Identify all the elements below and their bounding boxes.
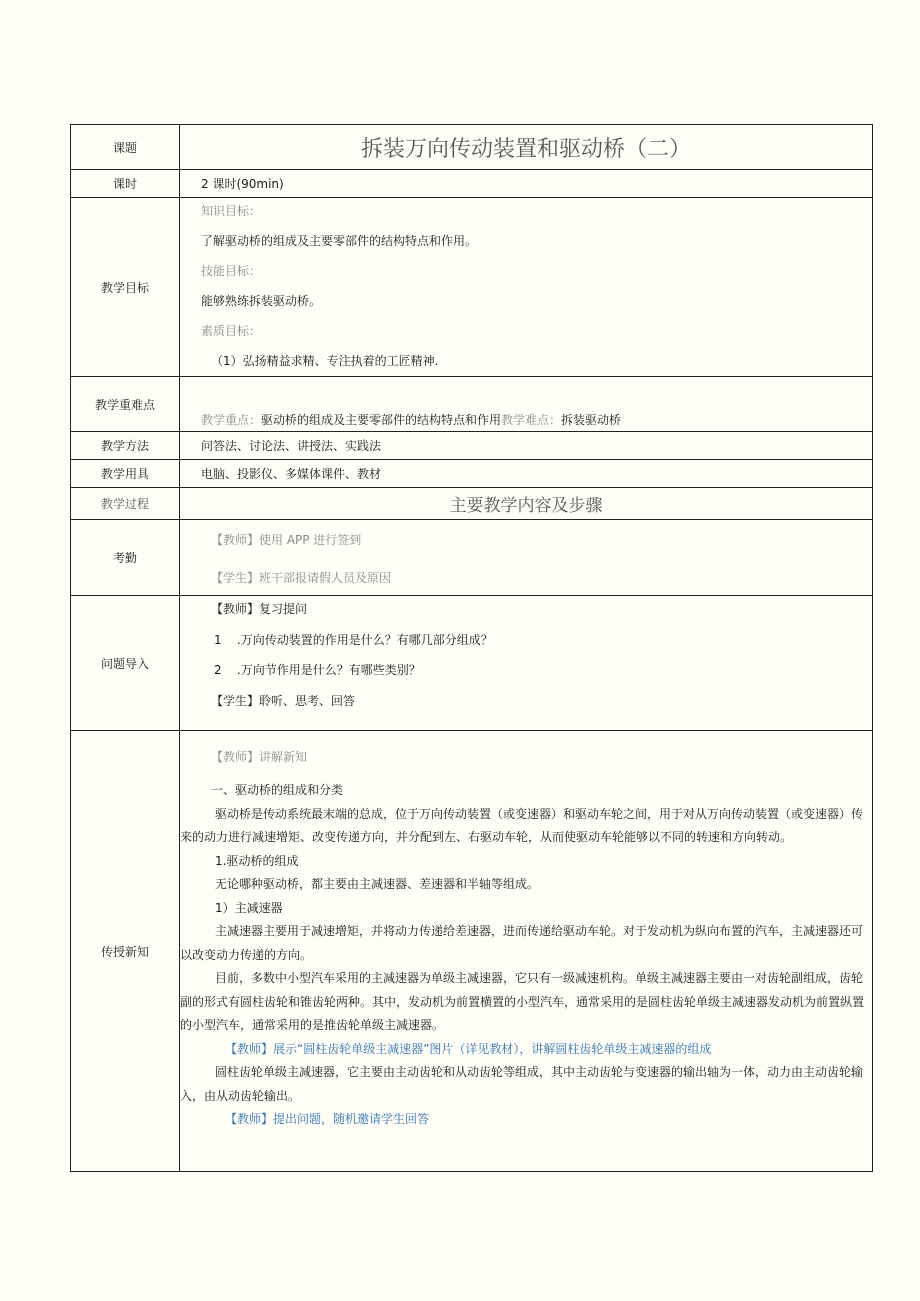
process-label: 教学过程 <box>71 488 180 520</box>
intro-question-2: 2 .万向节作用是什么？有哪些类别？ <box>214 663 421 677</box>
quality-goal-heading: 素质目标： <box>201 324 262 338</box>
methods-label: 教学方法 <box>71 432 180 460</box>
attendance-label: 考勤 <box>71 520 180 596</box>
tools-value: 电脑、投影仪、多媒体课件、教材 <box>180 460 873 488</box>
intro-question-1: 1 .万向传动装置的作用是什么？有哪几部分组成？ <box>214 633 493 647</box>
topic-label: 课题 <box>71 125 180 170</box>
new-knowledge-cell <box>180 731 873 1172</box>
lesson-plan-page <box>70 124 872 1172</box>
intro-teacher: 【教师】复习提问 <box>211 602 308 616</box>
methods-value: 问答法、讨论法、讲授法、实践法 <box>180 432 873 460</box>
tools-label: 教学用具 <box>71 460 180 488</box>
paragraph-4: 目前，多数中小型汽车采用的主减速器为单级主减速器，它只有一级减速机构。单级主减速器主要由一对齿轮副组成，齿轮副的形式有圆柱齿轮和锥齿轮两种。其中，发动机为前置横置的小型汽车，通常采用的是圆柱齿轮单级主减速器发动机为前置纵置的小型汽车，通常采用的是推齿轮单级主减速器。 <box>180 971 865 1032</box>
skill-goal-heading: 技能目标： <box>201 264 262 278</box>
goals-label: 教学目标 <box>71 198 180 377</box>
hours-label: 课时 <box>71 170 180 198</box>
process-header-row <box>71 488 873 520</box>
new-teacher: 【教师】讲解新知 <box>211 750 308 764</box>
new-knowledge-label: 传授新知 <box>71 731 180 1172</box>
attendance-teacher: 【教师】使用 APP 进行签到 <box>211 533 362 547</box>
difficulty-heading: 教学难点： <box>501 413 562 427</box>
teacher-note-2: 【教师】提出问题，随机邀请学生回答 <box>225 1112 430 1126</box>
goals-cell <box>180 198 873 377</box>
methods-row <box>71 432 873 460</box>
difficulty: 拆装驱动桥 <box>561 413 622 427</box>
knowledge-goal-heading: 知识目标： <box>201 204 262 218</box>
keypoints-label: 教学重难点 <box>71 377 180 432</box>
skill-goal: 能够熟练拆装驱动桥。 <box>201 294 322 308</box>
new-knowledge-row <box>71 731 873 1172</box>
paragraph-2: 无论哪种驱动桥，都主要由主减速器、差速器和半轴等组成。 <box>215 877 540 891</box>
intro-student: 【学生】聆听、思考、回答 <box>211 694 356 708</box>
knowledge-goal: 了解驱动桥的组成及主要零部件的结构特点和作用。 <box>201 234 478 248</box>
quality-goal: （1）弘扬精益求精、专注执着的工匠精神. <box>211 354 439 368</box>
section-heading: 一、驱动桥的组成和分类 <box>211 783 344 797</box>
tools-row <box>71 460 873 488</box>
hours-value: 2 课时(90min) <box>180 170 873 198</box>
attendance-student: 【学生】班干部报请假人员及原因 <box>211 571 392 585</box>
process-heading: 主要教学内容及步骤 <box>180 488 873 520</box>
paragraph-3: 主减速器主要用于减速增矩，并将动力传递给差速器，进而传递给驱动车轮。对于发动机为纵向布置的汽车，主减速器还可以改变动力传递的方向。 <box>180 924 864 962</box>
intro-row <box>71 596 873 731</box>
lesson-title: 拆装万向传动装置和驱动桥（二） <box>180 125 873 170</box>
topic-row <box>71 125 873 170</box>
key-point-heading: 教学重点： <box>201 413 262 427</box>
keypoints-row <box>71 377 873 432</box>
paragraph-1: 驱动桥是传动系统最末端的总成，位于万向传动装置（或变速器）和驱动车轮之间，用于对从万向传动装置（或变速器）传来的动力进行减速增矩、改变传递方向，并分配到左、右驱动车轮，从而使驱动车轮能够以不同的转速和方向转动。 <box>180 806 864 844</box>
hours-row <box>71 170 873 198</box>
key-point: 驱动桥的组成及主要零部件的结构特点和作用 <box>261 413 502 427</box>
goals-row <box>71 198 873 377</box>
subheading-2: 1）主减速器 <box>215 900 283 915</box>
keypoints-cell <box>180 377 873 432</box>
subheading-1: 1.驱动桥的组成 <box>215 853 299 868</box>
lesson-plan-table <box>70 124 873 1172</box>
teacher-note-1: 【教师】展示“圆柱齿轮单级主减速器”图片（详见教材），讲解圆柱齿轮单级主减速器的组成 <box>225 1041 712 1056</box>
intro-label: 问题导入 <box>71 596 180 731</box>
attendance-cell <box>180 520 873 596</box>
intro-cell <box>180 596 873 731</box>
attendance-row <box>71 520 873 596</box>
paragraph-5: 圆柱齿轮单级主减速器，它主要由主动齿轮和从动齿轮等组成，其中主动齿轮与变速器的输出轴为一体，动力由主动齿轮输入，由从动齿轮输出。 <box>180 1065 864 1103</box>
